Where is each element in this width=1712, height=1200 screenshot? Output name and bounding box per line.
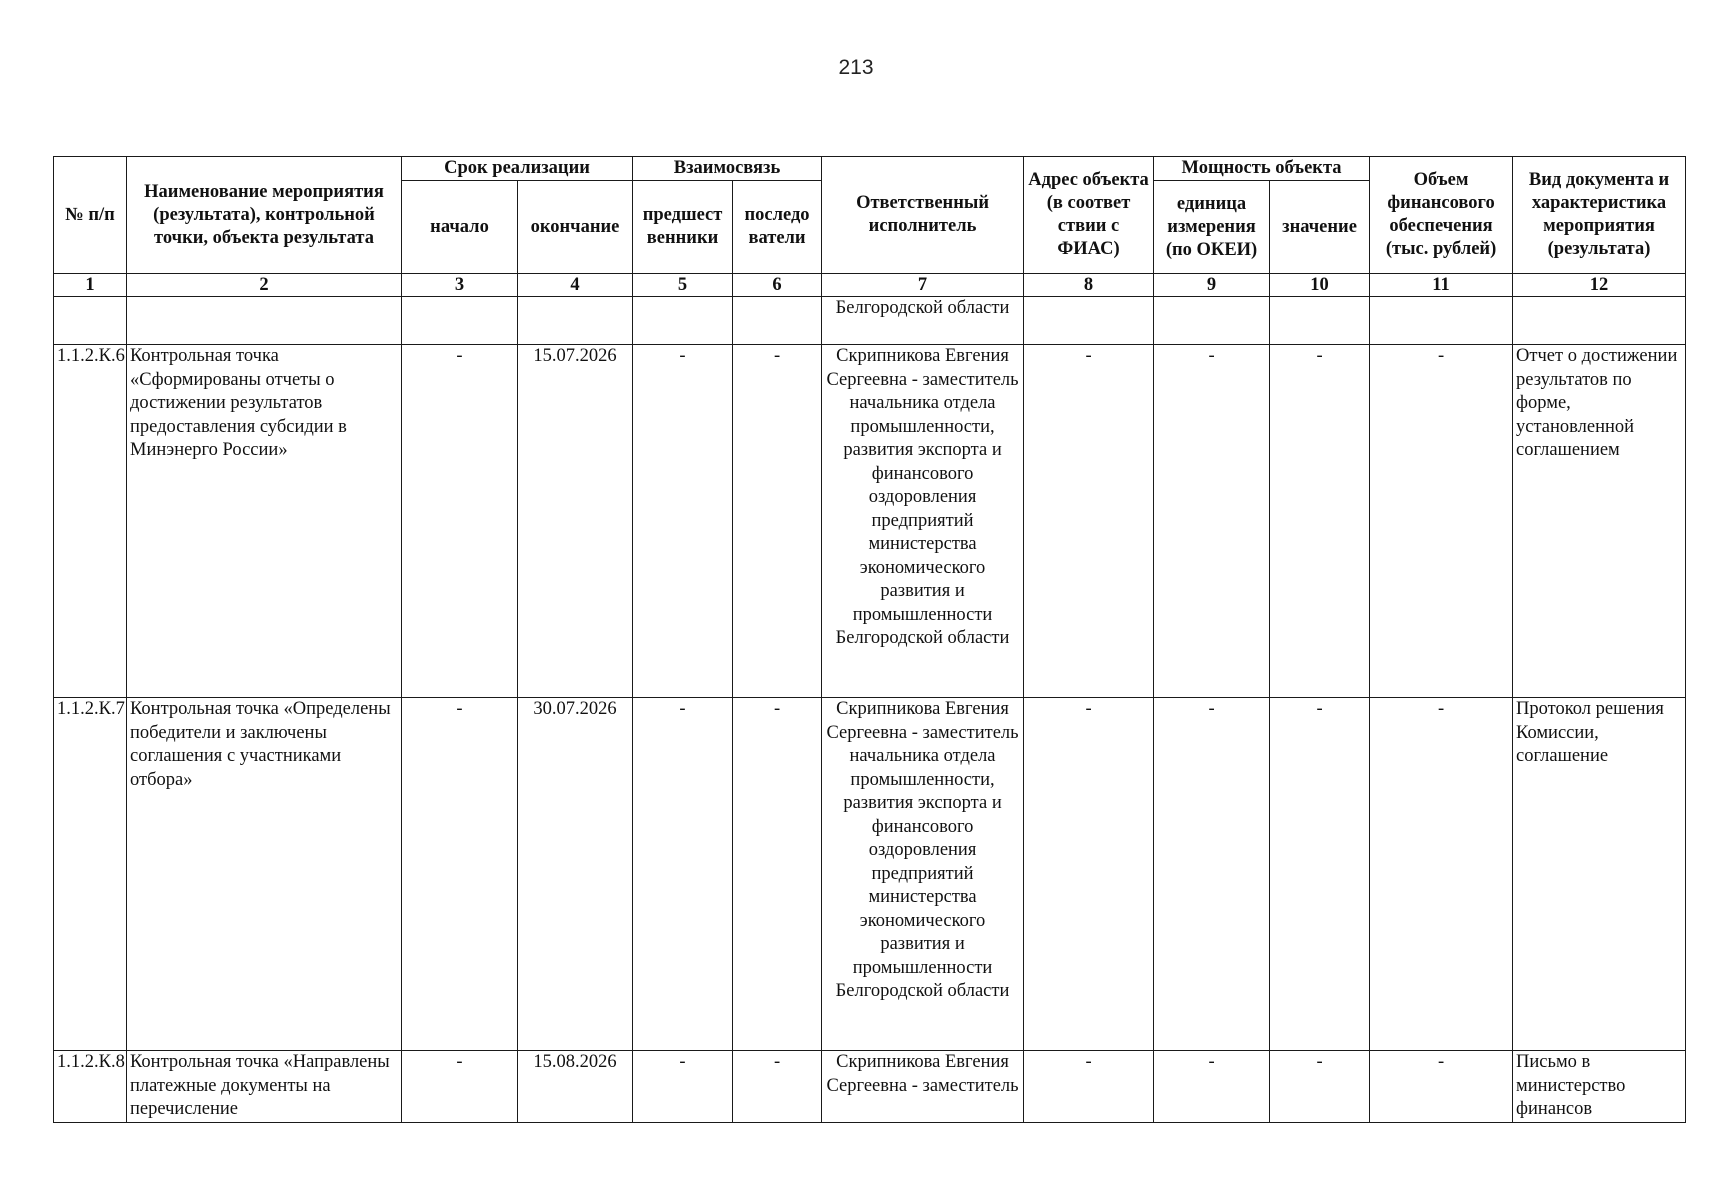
column-number: 10 xyxy=(1270,274,1370,297)
column-number: 5 xyxy=(633,274,733,297)
column-number: 8 xyxy=(1024,274,1154,297)
cell-empty xyxy=(54,297,127,345)
cell-empty xyxy=(518,297,633,345)
cell-next: - xyxy=(733,345,822,698)
column-number: 9 xyxy=(1154,274,1270,297)
table-row xyxy=(54,1051,1686,1123)
events-table xyxy=(53,156,1686,1123)
cell-next: - xyxy=(733,1051,822,1123)
header-doc: Вид документа и характеристика мероприятия (результата) xyxy=(1513,157,1686,274)
cell-start: - xyxy=(402,1051,518,1123)
cell-start: - xyxy=(402,345,518,698)
header-capacity-group: Мощность объекта xyxy=(1154,157,1370,181)
cell-responsible: Скрипникова Евгения Сергеевна - заместитель начальника отдела промышленности, развития экспорта и финансового оздоровления предприятий министерства экономического развития и промышленности Белгородской области xyxy=(822,345,1024,698)
cell-num: 1.1.2.К.7 xyxy=(54,698,127,1051)
header-link-next: последо ватели xyxy=(733,181,822,274)
page-number: 213 xyxy=(838,56,874,79)
header-address: Адрес объекта (в соответ ствии с ФИАС) xyxy=(1024,157,1154,274)
cell-value: - xyxy=(1270,345,1370,698)
cell-end: 15.07.2026 xyxy=(518,345,633,698)
cell-empty xyxy=(1024,297,1154,345)
cell-start: - xyxy=(402,698,518,1051)
cell-empty xyxy=(1154,297,1270,345)
cell-unit: - xyxy=(1154,345,1270,698)
cell-num: 1.1.2.К.8 xyxy=(54,1051,127,1123)
cell-name: Контрольная точка «Определены победители и заключены соглашения с участниками отбора» xyxy=(127,698,402,1051)
cell-responsible: Скрипникова Евгения Сергеевна - заместитель начальника отдела промышленности, развития экспорта и финансового оздоровления предприятий министерства экономического развития и промышленности Белгородской области xyxy=(822,698,1024,1051)
cell-finance: - xyxy=(1370,1051,1513,1123)
header-link-prev: предшест венники xyxy=(633,181,733,274)
cell-finance: - xyxy=(1370,698,1513,1051)
cell-end: 15.08.2026 xyxy=(518,1051,633,1123)
cell-empty xyxy=(1370,297,1513,345)
cell-unit: - xyxy=(1154,698,1270,1051)
column-number: 11 xyxy=(1370,274,1513,297)
cell-empty xyxy=(1270,297,1370,345)
column-number: 2 xyxy=(127,274,402,297)
cell-responsible: Белгородской области xyxy=(822,297,1024,345)
cell-empty xyxy=(1513,297,1686,345)
header-name: Наименование мероприятия (результата), контрольной точки, объекта результата xyxy=(127,157,402,274)
header-num: № п/п xyxy=(54,157,127,274)
cell-empty xyxy=(402,297,518,345)
header-capacity-value: значение xyxy=(1270,181,1370,274)
table-row-continuation xyxy=(54,297,1686,345)
header-capacity-unit: единица измерения (по ОКЕИ) xyxy=(1154,181,1270,274)
cell-empty xyxy=(633,297,733,345)
header-finance: Объем финансового обеспечения (тыс. рублей) xyxy=(1370,157,1513,274)
cell-value: - xyxy=(1270,1051,1370,1123)
header-responsible: Ответственный исполнитель xyxy=(822,157,1024,274)
cell-empty xyxy=(127,297,402,345)
cell-end: 30.07.2026 xyxy=(518,698,633,1051)
cell-prev: - xyxy=(633,345,733,698)
header-term-end: окончание xyxy=(518,181,633,274)
column-number: 12 xyxy=(1513,274,1686,297)
cell-empty xyxy=(733,297,822,345)
cell-finance: - xyxy=(1370,345,1513,698)
header-term-group: Срок реализации xyxy=(402,157,633,181)
column-number: 1 xyxy=(54,274,127,297)
column-number: 3 xyxy=(402,274,518,297)
column-number: 4 xyxy=(518,274,633,297)
column-number: 7 xyxy=(822,274,1024,297)
cell-address: - xyxy=(1024,345,1154,698)
table-row xyxy=(54,698,1686,1051)
cell-num: 1.1.2.К.6 xyxy=(54,345,127,698)
cell-responsible: Скрипникова Евгения Сергеевна - заместитель xyxy=(822,1051,1024,1123)
column-number: 6 xyxy=(733,274,822,297)
table-row xyxy=(54,345,1686,698)
cell-name: Контрольная точка «Направлены платежные документы на перечисление xyxy=(127,1051,402,1123)
cell-value: - xyxy=(1270,698,1370,1051)
cell-unit: - xyxy=(1154,1051,1270,1123)
cell-address: - xyxy=(1024,698,1154,1051)
cell-address: - xyxy=(1024,1051,1154,1123)
cell-prev: - xyxy=(633,1051,733,1123)
cell-doc: Отчет о достижении результатов по форме, установленной соглашением xyxy=(1513,345,1686,698)
cell-doc: Протокол решения Комиссии, соглашение xyxy=(1513,698,1686,1051)
header-link-group: Взаимосвязь xyxy=(633,157,822,181)
cell-doc: Письмо в министерство финансов xyxy=(1513,1051,1686,1123)
cell-next: - xyxy=(733,698,822,1051)
header-row-1 xyxy=(54,157,1686,181)
cell-name: Контрольная точка «Сформированы отчеты о достижении результатов предоставления субсидии в Минэнерго России» xyxy=(127,345,402,698)
header-term-start: начало xyxy=(402,181,518,274)
column-number-row xyxy=(54,274,1686,297)
cell-prev: - xyxy=(633,698,733,1051)
